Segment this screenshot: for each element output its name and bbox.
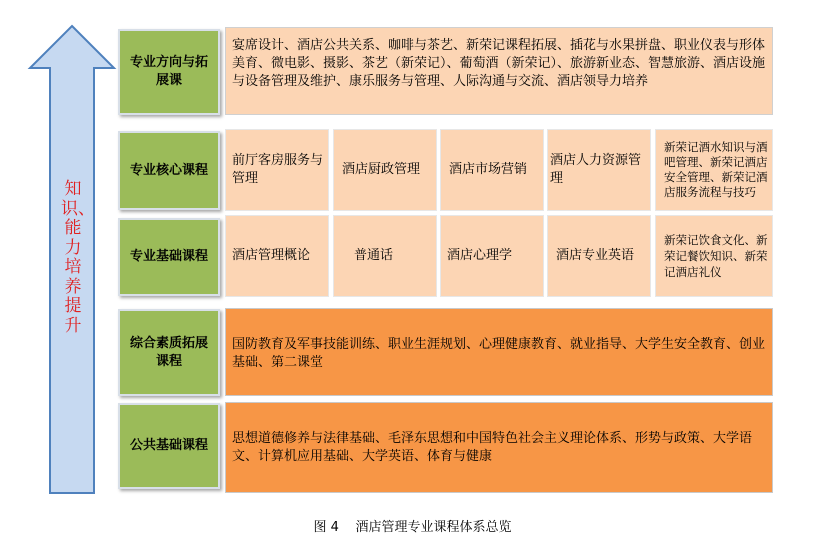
- public-courses-row: [225, 402, 773, 493]
- public-courses-text: 思想道德修养与法律基础、毛泽东思想和中国特色社会主义理论体系、形势与政策、大学语文、计算机应用基础、大学英语、体育与健康: [232, 431, 753, 464]
- category-core: [118, 131, 220, 210]
- quality-courses-text: 国防教育及军事技能训练、职业生涯规划、心理健康教育、就业指导、大学生安全教育、创业基础、第二课堂: [232, 337, 766, 370]
- core-course-label: 酒店市场营销: [449, 162, 528, 177]
- foundation-courses-row: [225, 215, 773, 297]
- category-foundation-label: 专业基础课程: [129, 249, 208, 264]
- core-course-label: 新荣记酒水知识与酒吧管理、新荣记酒店安全管理、新荣记酒店服务流程与技巧: [664, 140, 768, 199]
- category-public: [118, 403, 220, 489]
- category-direction: [118, 29, 220, 115]
- core-course-cell: [225, 129, 329, 211]
- category-public-label: 公共基础课程: [129, 438, 208, 453]
- core-course-cell: [547, 129, 651, 211]
- quality-courses-row: [225, 308, 773, 396]
- figure-caption: 图 4 酒店管理专业课程体系总览: [313, 520, 512, 535]
- category-core-label: 专业核心课程: [129, 162, 208, 178]
- foundation-course-cell: [225, 215, 329, 297]
- foundation-course-label: 酒店心理学: [447, 248, 513, 263]
- core-course-cell: [333, 129, 437, 211]
- foundation-course-cell: [333, 215, 437, 297]
- category-quality-label: 综合素质拓展课程: [129, 335, 208, 369]
- core-course-cell: [655, 129, 773, 211]
- foundation-course-label: 普通话: [354, 248, 394, 263]
- core-courses-row: [225, 129, 773, 211]
- foundation-course-cell: [440, 215, 544, 297]
- category-foundation: [118, 218, 220, 296]
- direction-courses-row: [225, 27, 773, 115]
- foundation-course-label: 酒店专业英语: [556, 248, 635, 263]
- core-course-cell: [440, 129, 544, 211]
- foundation-course-label: 新荣记饮食文化、新荣记餐饮知识、新荣记酒店礼仪: [664, 233, 768, 279]
- core-course-label: 酒店人力资源管理: [550, 153, 642, 186]
- category-quality: [118, 309, 220, 396]
- core-course-label: 前厅客房服务与管理: [232, 153, 324, 186]
- direction-courses-text: 宴席设计、酒店公共关系、咖啡与茶艺、新荣记课程拓展、插花与水果拼盘、职业仪表与形体美育、微电影、摄影、茶艺（新荣记）、葡萄酒（新荣记）、旅游新业态、智慧旅游、酒店设施与设备管理及维护、康乐服务与管理、人际沟通与交流、酒店领导力培养: [232, 38, 766, 89]
- foundation-course-cell: [547, 215, 651, 297]
- foundation-course-cell: [655, 215, 773, 297]
- category-direction-label: 专业方向与拓展课: [129, 55, 208, 88]
- core-course-label: 酒店厨政管理: [342, 162, 421, 177]
- arrow-label: 知识、能力培养提升: [61, 179, 95, 336]
- foundation-course-label: 酒店管理概论: [232, 248, 311, 263]
